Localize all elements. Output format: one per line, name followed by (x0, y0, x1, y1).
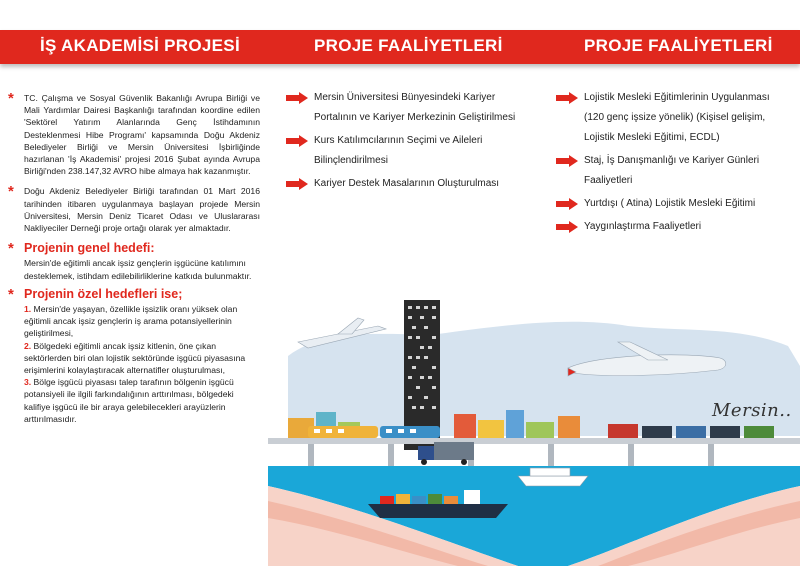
list-item: Mersin Üniversitesi Bünyesindeki Kariyer Portalının ve Kariyer Merkezinin Geliştirilmesi (286, 88, 536, 128)
asterisk-icon: * (8, 90, 14, 107)
asterisk-icon: * (8, 285, 14, 303)
bridge-pillars (308, 444, 714, 466)
list-item: Lojistik Mesleki Eğitimlerinin Uygulanması (120 genç işsize yönelik) (Kişisel gelişim, Lojistik Mesleki Eğitimi, ECDL) (556, 88, 792, 148)
column3-title: PROJE FAALİYETLERİ (584, 36, 773, 55)
column2-title: PROJE FAALİYETLERİ (314, 36, 503, 55)
city-label: Mersin.. (712, 400, 792, 421)
arrow-right-icon (556, 92, 578, 104)
arrow-right-icon (556, 155, 578, 167)
arrow-right-icon (286, 92, 308, 104)
asterisk-icon: * (8, 240, 14, 258)
freight-train (608, 424, 774, 438)
specific-goal-item: 1. Mersin'de yaşayan, özellikle işsizlik oranı yüksek olan eğitimli ancak işsiz gençlerin iş arama potansiyellerinin geliştirilmesi, (24, 304, 238, 339)
asterisk-icon: * (8, 183, 14, 201)
list-item: Yaygınlaştırma Faaliyetleri (556, 217, 792, 237)
logistics-illustration (268, 296, 800, 566)
list-item: Kurs Katılımcılarının Seçimi ve Aileleri Bilinçlendirilmesi (286, 131, 536, 171)
column1-title: İŞ AKADEMİSİ PROJESİ (40, 36, 240, 55)
list-item: Yurtdışı ( Atina) Lojistik Mesleki Eğitimi (556, 194, 792, 214)
intro-paragraph-2: * Doğu Akdeniz Belediyeler Birliği tarafından 01 Mart 2016 tarihinden itibaren uygulanmaya başlayan projede Mersin Üniversitesi, Mersin Deniz Ticaret Odası ve Uluslararası Nakliyeciler Derneği proje ortağı olarak yer almaktadır. (8, 183, 260, 234)
bridge-deck (268, 438, 800, 444)
activities-list-2 (556, 88, 792, 240)
list-item: Staj, İş Danışmanlığı ve Kariyer Günleri Faaliyetleri (556, 151, 792, 191)
arrow-right-icon (286, 178, 308, 190)
specific-goal-item: 2. Bölgedeki eğitimli ancak işsiz kitlenin, öne çıkan sektörlerden biri olan lojistik sektöründe işgücü piyasasına erişimlerini kolaylaştıracak alternatifler oluşturulması, (24, 340, 246, 376)
intro-paragraph-1: * TC. Çalışma ve Sosyal Güvenlik Bakanlığı Avrupa Birliği ve Mali Yardımlar Dairesi Başkanlığı tarafından koordine edilen 'Sektörel Yatırım Alanlarında Genç İstihdamının Desteklenmesi Hibe Programı' kapsamında Doğu Akdeniz Belediyeler Birliği ve Mersin Üniversitesi İşbirliğinde hazırlanan 'İş Akademisi' projesi 2016 Şubat ayında Avrupa Birliği'nden 238.147,32 AVRO hibe almaya hak kazanmıştır. (8, 90, 260, 177)
arrow-right-icon (556, 198, 578, 210)
left-column (8, 92, 260, 425)
specific-goal-item: 3. Bölge işgücü piyasası talep tarafının bölgenin işgücü potansiyeli ile ilgili farkındalığının arttırılması, bölgedeki kalifiye işgücü ile bir araya gelebilecekleri arayüzlerin arttırılmasıdır. (24, 377, 234, 424)
general-goal-heading: * Projenin genel hedefi: (8, 240, 155, 258)
arrow-right-icon (556, 221, 578, 233)
general-goal-text: Mersin'de eğitimli ancak işsiz gençlerin işgücüne katılımını desteklemek, istihdam edilebilirliklerine katkıda bulunmaktır. (24, 258, 252, 281)
arrow-right-icon (286, 135, 308, 147)
activities-list-1 (286, 88, 536, 197)
list-item: Kariyer Destek Masalarının Oluşturulması (286, 174, 536, 194)
passenger-train (308, 426, 440, 438)
specific-goals-heading: * Projenin özel hedefleri ise; (8, 285, 183, 303)
